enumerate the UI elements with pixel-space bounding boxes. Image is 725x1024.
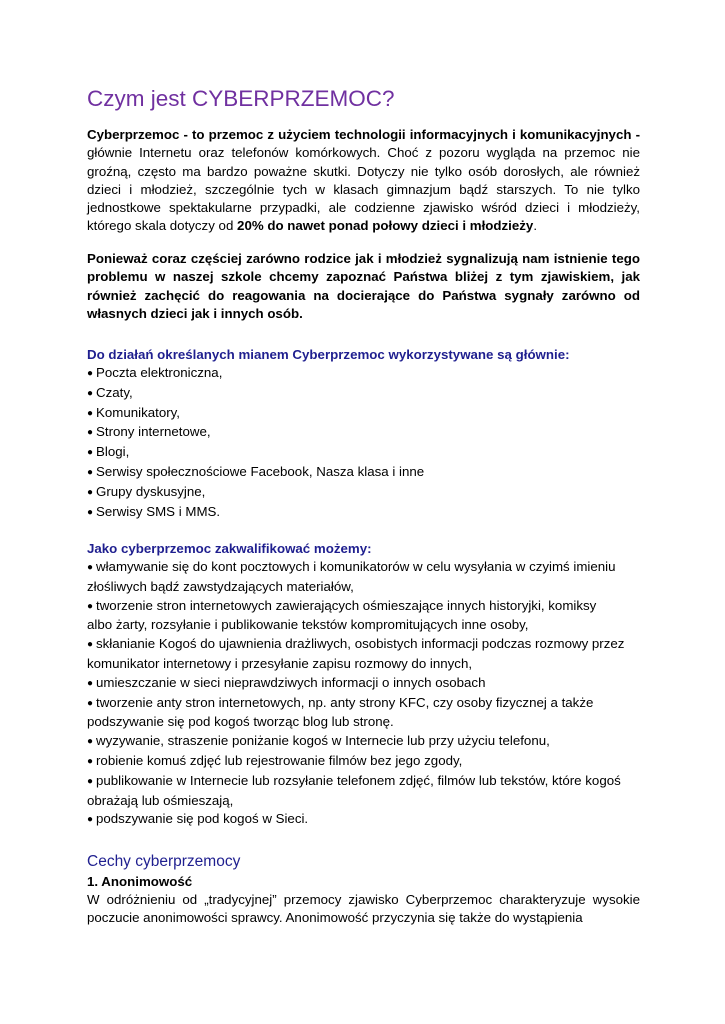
list-item: ● robienie komuś zdjęć lub rejestrowanie filmów bez jego zgody, (87, 752, 647, 772)
list-item: ● Komunikatory, (87, 404, 647, 424)
features-title: Cechy cyberprzemocy (87, 853, 241, 870)
bullet-icon: ● (87, 506, 94, 518)
list-item: ● Grupy dyskusyjne, (87, 483, 647, 503)
list-item: ● skłanianie Kogoś do ujawnienia drażliwych, osobistych informacji podczas rozmowy przez komunikator internetowy i przesyłanie zapisu rozmowy do innych, (87, 636, 625, 671)
feature1-title: 1. Anonimowość (87, 874, 193, 889)
intro-bold-stat: 20% do nawet ponad połowy dzieci i młodzieży (237, 218, 534, 234)
list-item: ● publikowanie w Internecie lub rozsyłanie telefonem zdjęć, filmów lub tekstów, które kogoś obrażają lub ośmieszają, (87, 772, 621, 808)
list-item: ● Strony internetowe, (87, 423, 647, 443)
tools-heading: Do działań określanych mianem Cyberprzemoc wykorzystywane są głównie: (87, 347, 570, 362)
intro-end: . (533, 218, 538, 234)
bullet-icon: ● (87, 814, 94, 826)
intro-paragraph (87, 126, 640, 236)
intro-bold-lead: Cyberprzemoc - to przemoc z użyciem technologii informacyjnych i komunikacyjnych - (87, 127, 640, 142)
list-item: ● Serwisy SMS i MMS. (87, 503, 647, 523)
bullet-icon: ● (87, 486, 94, 498)
list-item: ● umieszczanie w sieci nieprawdziwych informacji o innych osobach (87, 674, 647, 694)
qualify-heading: Jako cyberprzemoc zakwalifikować możemy: (87, 541, 372, 556)
list-item: ● Czaty, (87, 384, 647, 404)
intro-text: głównie Internetu oraz telefonów komórkowych. Choć z pozoru wygląda na przemoc nie groźną, często ma bardzo poważne skutki. Dotyczy nie tylko osób dorosłych, ale również dzieci i młodzież, szczególnie tych w klasach gimnazjum bądź starszych. To nie tylko jednostkowe spektakularne przypadki, ale codzienne zjawisko wśród dzieci i młodzieży, którego skala dotyczy od (87, 145, 640, 234)
list-item: ● włamywanie się do kont pocztowych i komunikatorów w celu wysyłania w czyimś imieniu złośliwych bądź zawstydzających materiałów, (87, 559, 616, 594)
list-item: ● podszywanie się pod kogoś w Sieci. (87, 810, 647, 830)
list-item: ● Blogi, (87, 443, 647, 463)
bullet-icon: ● (87, 697, 94, 709)
bullet-icon: ● (87, 639, 94, 651)
bullet-icon: ● (87, 407, 94, 419)
bullet-icon: ● (87, 562, 94, 573)
bullet-icon: ● (87, 427, 94, 439)
bullet-icon: ● (87, 466, 94, 478)
list-item: ● Poczta elektroniczna, (87, 364, 647, 384)
bullet-icon: ● (87, 447, 94, 459)
bullet-icon: ● (87, 387, 94, 399)
list-item: ● tworzenie anty stron internetowych, np. anty strony KFC, czy osoby fizycznej a także podszywanie się pod kogoś tworząc blog lub stronę. (87, 694, 594, 730)
bullet-icon: ● (87, 368, 94, 379)
tools-list (87, 364, 647, 522)
notice-paragraph: Ponieważ coraz częściej zarówno rodzice jak i młodzież sygnalizują nam istnienie tego problemu w naszej szkole chcemy zapoznać Państwa bliżej z tym zjawiskiem, jak również zachęcić do reagowania na docierające do Państwa sygnały zarówno od własnych dzieci jak i innych osób. (87, 251, 640, 321)
bullet-icon: ● (87, 755, 94, 767)
list-item: ● Serwisy społecznościowe Facebook, Nasza klasa i inne (87, 463, 647, 483)
bullet-icon: ● (87, 677, 94, 689)
list-item: ● wyzywanie, straszenie poniżanie kogoś w Internecie lub przy użyciu telefonu, (87, 732, 647, 752)
bullet-icon: ● (87, 775, 94, 787)
bullet-icon: ● (87, 736, 94, 748)
page-title: Czym jest CYBERPRZEMOC? (87, 86, 395, 111)
list-item: ● tworzenie stron internetowych zawierających ośmieszające innych historyjki, komiksy albo żarty, rozsyłanie i publikowanie tekstów kompromitujących inne osoby, (87, 597, 597, 633)
qualify-list (87, 558, 647, 830)
bullet-icon: ● (87, 600, 94, 612)
feature1-text: W odróżnieniu od „tradycyjnej” przemocy zjawisko Cyberprzemoc charakteryzuje wysokie poczucie anonimowości sprawcy. Anonimowość przyczynia się także do wystąpienia (87, 892, 640, 926)
